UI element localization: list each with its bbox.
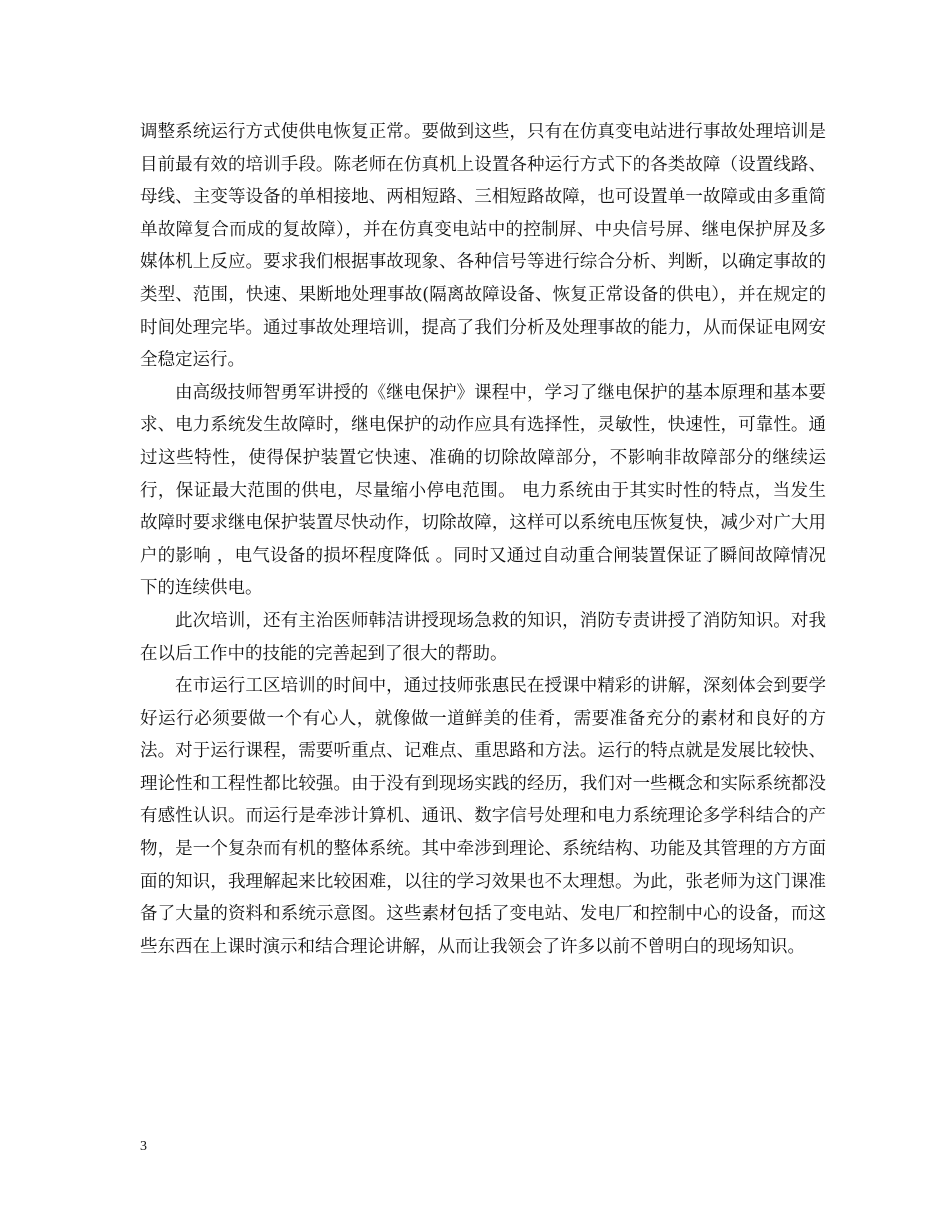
paragraph-1: 调整系统运行方式使供电恢复正常。要做到这些，只有在仿真变电站进行事故处理培训是目前最有效的培训手段。陈老师在仿真机上设置各种运行方式下的各类故障（设置线路、母线、主变等设备的单相接地、两相短路、三相短路故障，也可设置单一故障或由多重简单故障复合而成的复故障），并在仿真变电站中的控制屏、中央信号屏、继电保护屏及多媒体机上反应。要求我们根据事故现象、各种信号等进行综合分析、判断，以确定事故的类型、范围，快速、果断地处理事故(隔离故障设备、恢复正常设备的供电），并在规定的时间处理完毕。通过事故处理培训，提高了我们分析及处理事故的能力，从而保证电网安全稳定运行。 [140,122,826,371]
page-number: 3 [140,1139,147,1154]
document-body [140,116,826,963]
paragraph-3: 此次培训，还有主治医师韩洁讲授现场急救的知识，消防专责讲授了消防知识。对我在以后工作中的技能的完善起到了很大的帮助。 [140,610,826,664]
paragraph-2: 由高级技师智勇军讲授的《继电保护》课程中，学习了继电保护的基本原理和基本要求、电力系统发生故障时，继电保护的动作应具有选择性，灵敏性，快速性，可靠性。通过这些特性，使得保护装置它快速、准确的切除故障部分，不影响非故障部分的继续运行，保证最大范围的供电，尽量缩小停电范围。 电力系统由于其实时性的特点，当发生故障时要求继电保护装置尽快动作，切除故障，这样可以系统电压恢复快，减少对广大用户的影响 ，电气设备的损坏程度降低 。同时又通过自动重合闸装置保证了瞬间故障情况下的连续供电。 [140,382,826,599]
paragraph-4: 在市运行工区培训的时间中，通过技师张惠民在授课中精彩的讲解，深刻体会到要学好运行必须要做一个有心人，就像做一道鲜美的佳肴，需要准备充分的素材和良好的方法。对于运行课程，需要听重点、记难点、重思路和方法。运行的特点就是发展比较快、理论性和工程性都比较强。由于没有到现场实践的经历，我们对一些概念和实际系统都没有感性认识。而运行是牵涉计算机、通讯、数字信号处理和电力系统理论多学科结合的产物，是一个复杂而有机的整体系统。其中牵涉到理论、系统结构、功能及其管理的方方面面的知识，我理解起来比较困难，以往的学习效果也不太理想。为此，张老师为这门课准备了大量的资料和系统示意图。这些素材包括了变电站、发电厂和控制中心的设备，而这些东西在上课时演示和结合理论讲解，从而让我领会了许多以前不曾明白的现场知识。 [140,676,826,957]
